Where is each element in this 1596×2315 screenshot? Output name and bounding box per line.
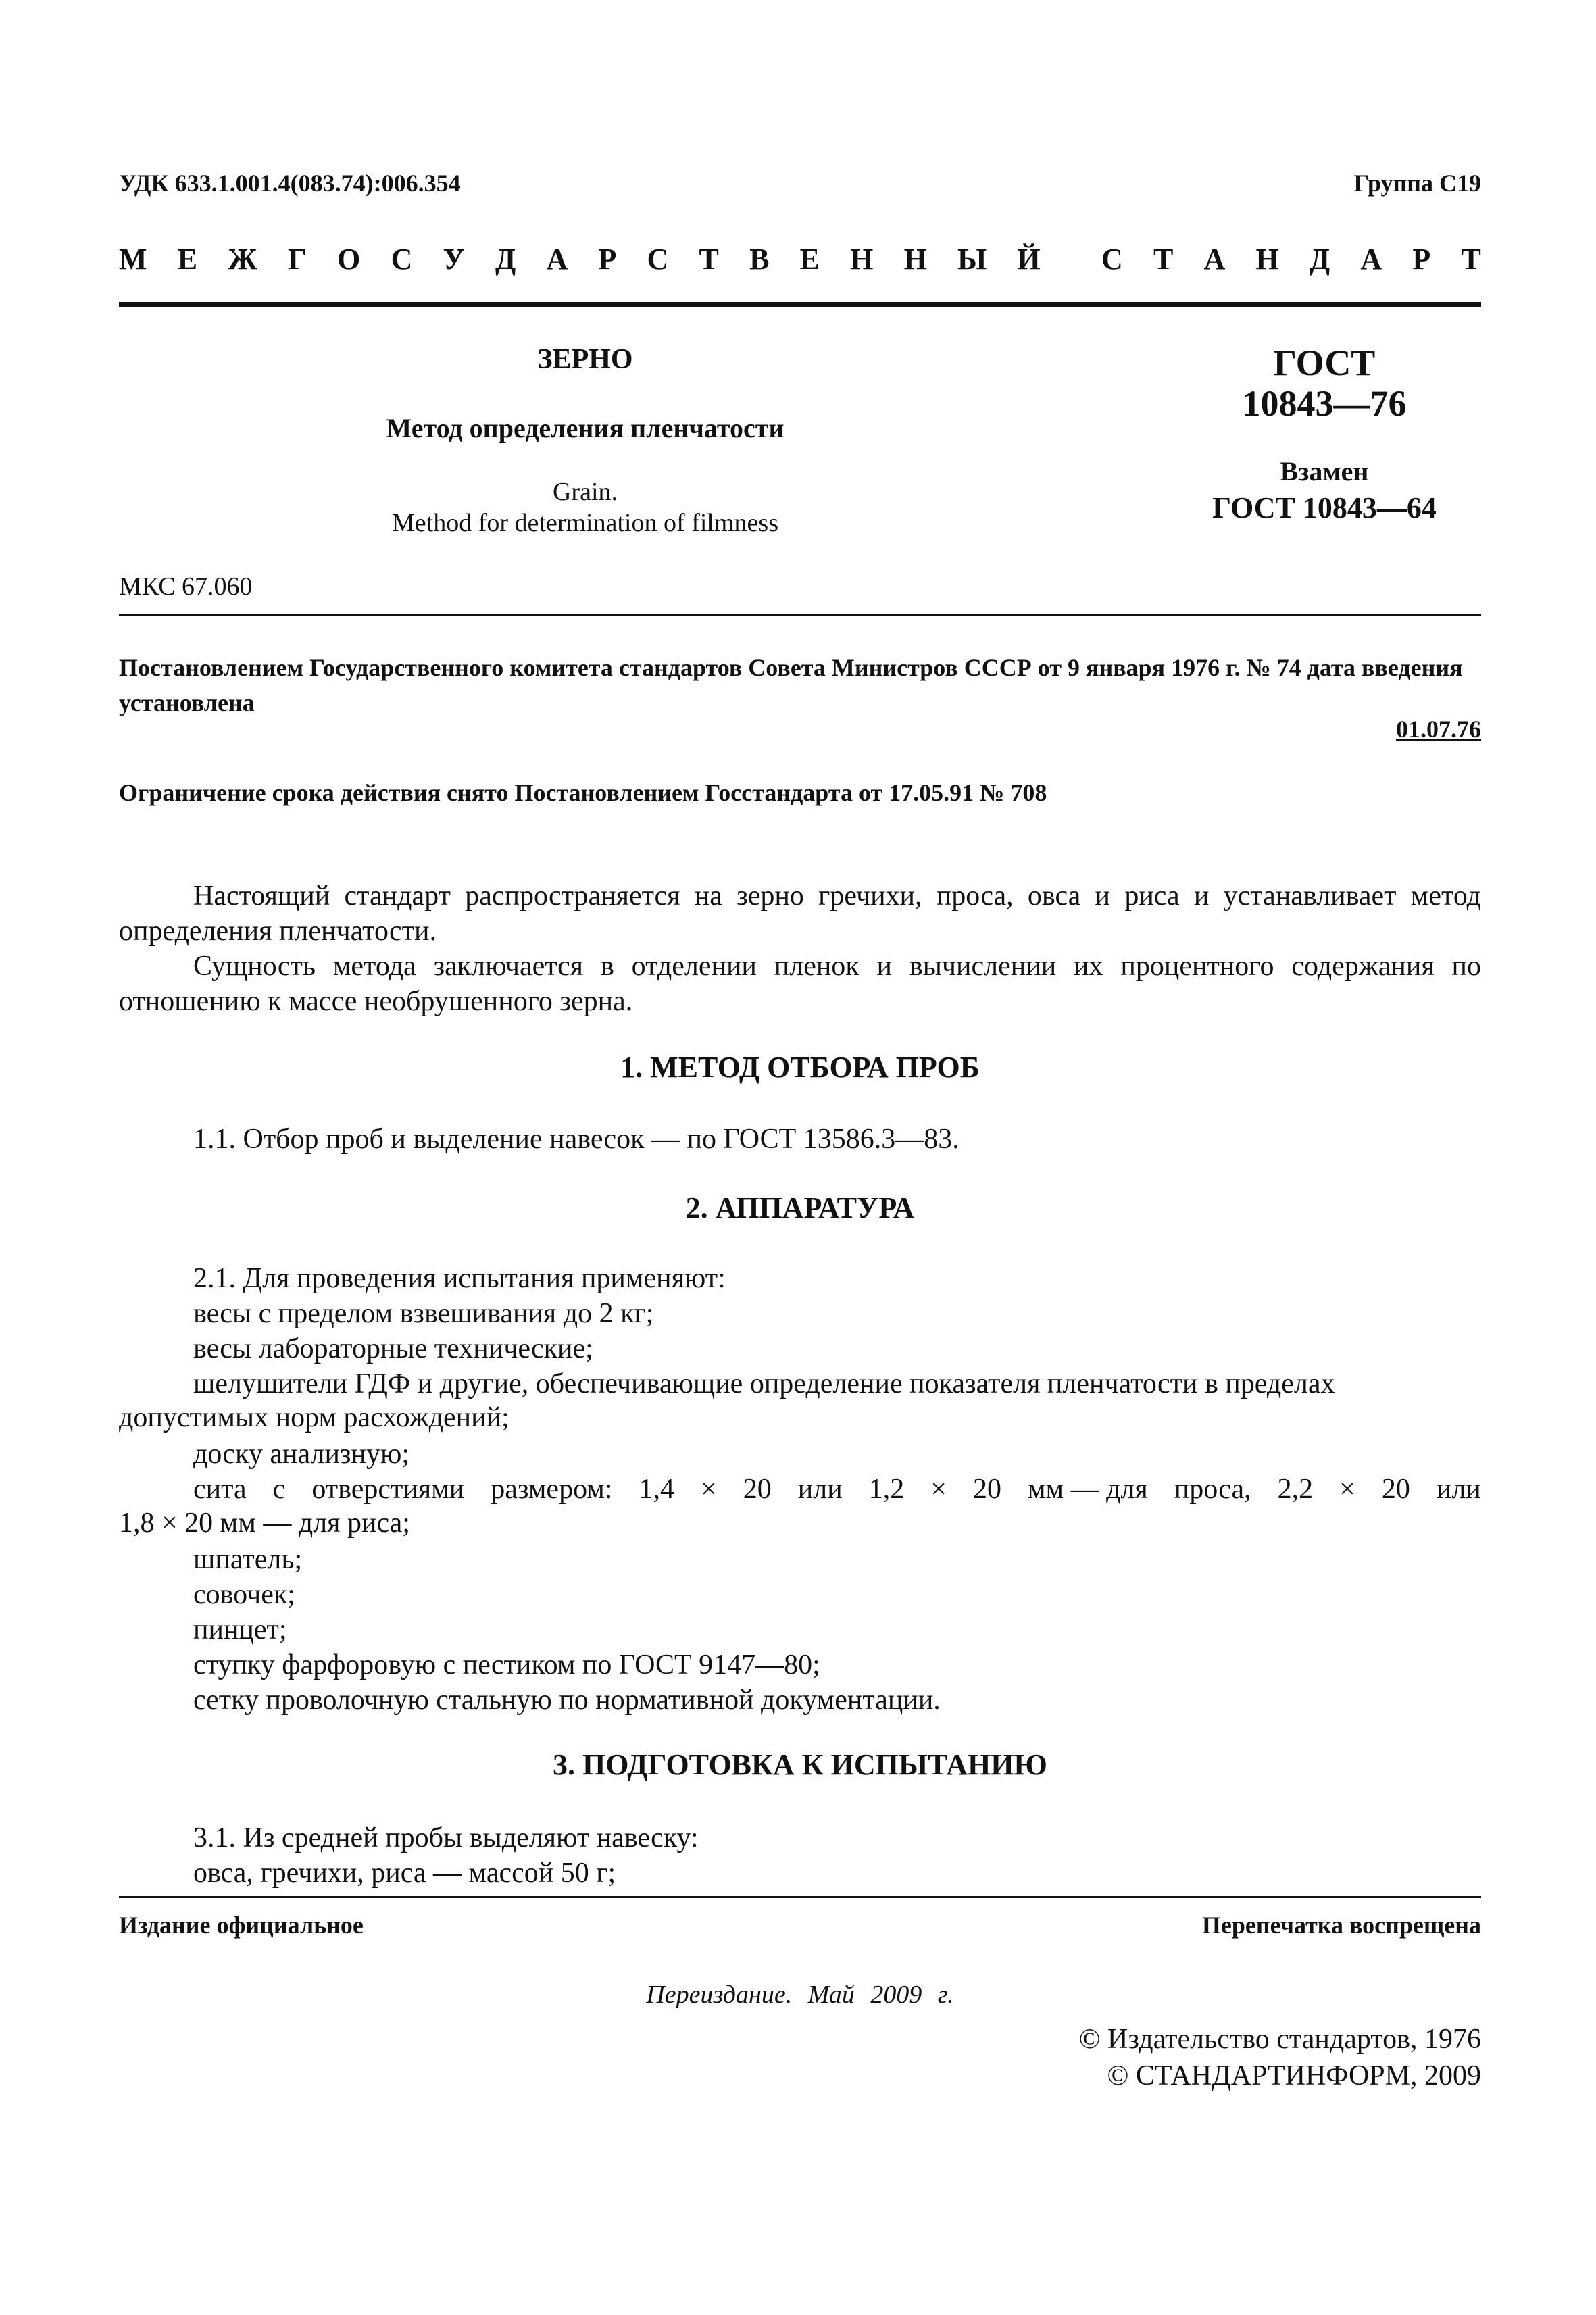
- header-divider: [119, 302, 1481, 307]
- word: 1,4: [639, 1474, 675, 1505]
- english-title: Grain.: [552, 478, 618, 506]
- title-letter: Й: [1017, 243, 1041, 276]
- list-item-continuation: допустимых норм расхождений;: [119, 1402, 509, 1433]
- list-item-continuation: 1,8 × 20 мм — для риса;: [119, 1508, 410, 1539]
- copyright-line-2: © СТАНДАРТИНФОРМ, 2009: [1107, 2060, 1481, 2091]
- title-letter: В: [749, 243, 770, 276]
- list-item: весы с пределом взвешивания до 2 кг;: [193, 1298, 654, 1329]
- title-letter: Г: [287, 243, 307, 276]
- reissue-note: Переиздание. Май 2009 г.: [646, 1981, 954, 2009]
- word: или: [797, 1474, 843, 1505]
- title-letter: Е: [799, 243, 820, 276]
- reprint-label: Перепечатка воспрещена: [1201, 1912, 1481, 1939]
- title-letter: С: [1101, 243, 1123, 276]
- copyright-line-1: © Издательство стандартов, 1976: [1078, 2024, 1481, 2055]
- title-letter: А: [546, 243, 568, 276]
- title-letter: Д: [1309, 243, 1330, 276]
- edition-label: Издание официальное: [119, 1912, 364, 1939]
- decree-text: Постановлением Государственного комитета стандартов Совета Министров СССР от 9 января 1976 г. № 74 дата введения установлена: [119, 654, 1463, 716]
- list-item: доску анализную;: [193, 1439, 410, 1470]
- title-letter: А: [1203, 243, 1226, 276]
- word: или: [1436, 1474, 1481, 1505]
- title-letter: Р: [1412, 243, 1431, 276]
- footer-divider: [119, 1896, 1481, 1898]
- title-letter: Ж: [228, 243, 257, 276]
- word: проса,: [1174, 1474, 1251, 1505]
- title-letter: Т: [1461, 243, 1481, 276]
- gost-number: 10843—76: [1242, 383, 1407, 424]
- title-letter: С: [391, 243, 413, 276]
- document-subtitle: Метод определения пленчатости: [386, 413, 784, 443]
- section-2-heading: 2. АППАРАТУРА: [685, 1191, 915, 1224]
- gost-label: ГОСТ: [1273, 343, 1376, 383]
- list-item: ступку фарфоровую с пестиком по ГОСТ 9147—80;: [193, 1649, 820, 1681]
- list-item: шпатель;: [193, 1544, 303, 1575]
- list-item: совочек;: [193, 1579, 295, 1610]
- list-item: пинцет;: [193, 1614, 287, 1645]
- limitation-note: Ограничение срока действия снято Постановлением Госстандарта от 17.05.91 № 708: [119, 779, 1047, 806]
- word: размером:: [491, 1474, 613, 1505]
- intro-paragraph-2: Сущность метода заключается в отделении пленок и вычислении их процентного содержания по отношению к массе необрушенного зерна.: [119, 951, 1481, 1017]
- title-letter: А: [1360, 243, 1382, 276]
- word: 20: [972, 1474, 1001, 1505]
- word: 20: [1381, 1474, 1410, 1505]
- title-letter: Ы: [957, 243, 987, 276]
- list-item: овса, гречихи, риса — массой 50 г;: [193, 1858, 616, 1889]
- title-letter: С: [647, 243, 669, 276]
- section-3-heading: 3. ПОДГОТОВКА К ИСПЫТАНИЮ: [553, 1748, 1047, 1781]
- word: 2,2: [1277, 1474, 1314, 1505]
- section-1-heading: 1. МЕТОД ОТБОРА ПРОБ: [620, 1051, 980, 1084]
- item-2-1: 2.1. Для проведения испытания применяют:: [193, 1263, 726, 1294]
- item-1-1: 1.1. Отбор проб и выделение навесок — по ГОСТ 13586.3—83.: [193, 1124, 959, 1155]
- title-letter: М: [119, 243, 147, 276]
- replaces-label: Взамен: [1280, 456, 1369, 487]
- word: ×: [1339, 1474, 1355, 1505]
- introduction-date: 01.07.76: [1396, 716, 1481, 743]
- interstate-standard-title: [119, 242, 1481, 276]
- title-letter: Н: [850, 243, 874, 276]
- word: мм — для: [1027, 1474, 1148, 1505]
- title-letter: Е: [177, 243, 198, 276]
- list-item: шелушители ГДФ и другие, обеспечивающие определение показателя пленчатости в пределах: [193, 1368, 1335, 1399]
- title-letter: Р: [598, 243, 617, 276]
- title-letter: У: [443, 243, 465, 276]
- list-item: сетку проволочную стальную по нормативной документации.: [193, 1685, 941, 1716]
- word: ×: [930, 1474, 947, 1505]
- word: с: [272, 1474, 286, 1505]
- title-letter: Н: [1255, 243, 1279, 276]
- word: 20: [743, 1474, 772, 1505]
- title-letter: Т: [1153, 243, 1174, 276]
- word: отверстиями: [311, 1474, 465, 1505]
- replaces-number: ГОСТ 10843—64: [1212, 491, 1437, 524]
- document-title: ЗЕРНО: [537, 344, 633, 375]
- intro-paragraph-1: Настоящий стандарт распространяется на зерно гречихи, проса, овса и риса и устанавливает метод определения пленчатости.: [119, 880, 1481, 947]
- title-divider: [119, 614, 1481, 616]
- title-letter: Н: [903, 243, 927, 276]
- mks-code: МКС 67.060: [119, 572, 253, 601]
- english-subtitle: Method for determination of filmness: [392, 509, 778, 537]
- word: ×: [701, 1474, 717, 1505]
- word: 1,2: [868, 1474, 905, 1505]
- list-item: весы лабораторные технические;: [193, 1333, 593, 1364]
- item-3-1: 3.1. Из средней пробы выделяют навеску:: [193, 1822, 699, 1853]
- title-letter: Д: [495, 243, 516, 276]
- list-item: [193, 1472, 1481, 1507]
- word: сита: [193, 1474, 247, 1505]
- group-code: Группа С19: [1353, 170, 1481, 197]
- title-letter: Т: [699, 243, 719, 276]
- title-letter: О: [337, 243, 361, 276]
- udk-code: УДК 633.1.001.4(083.74):006.354: [119, 170, 461, 197]
